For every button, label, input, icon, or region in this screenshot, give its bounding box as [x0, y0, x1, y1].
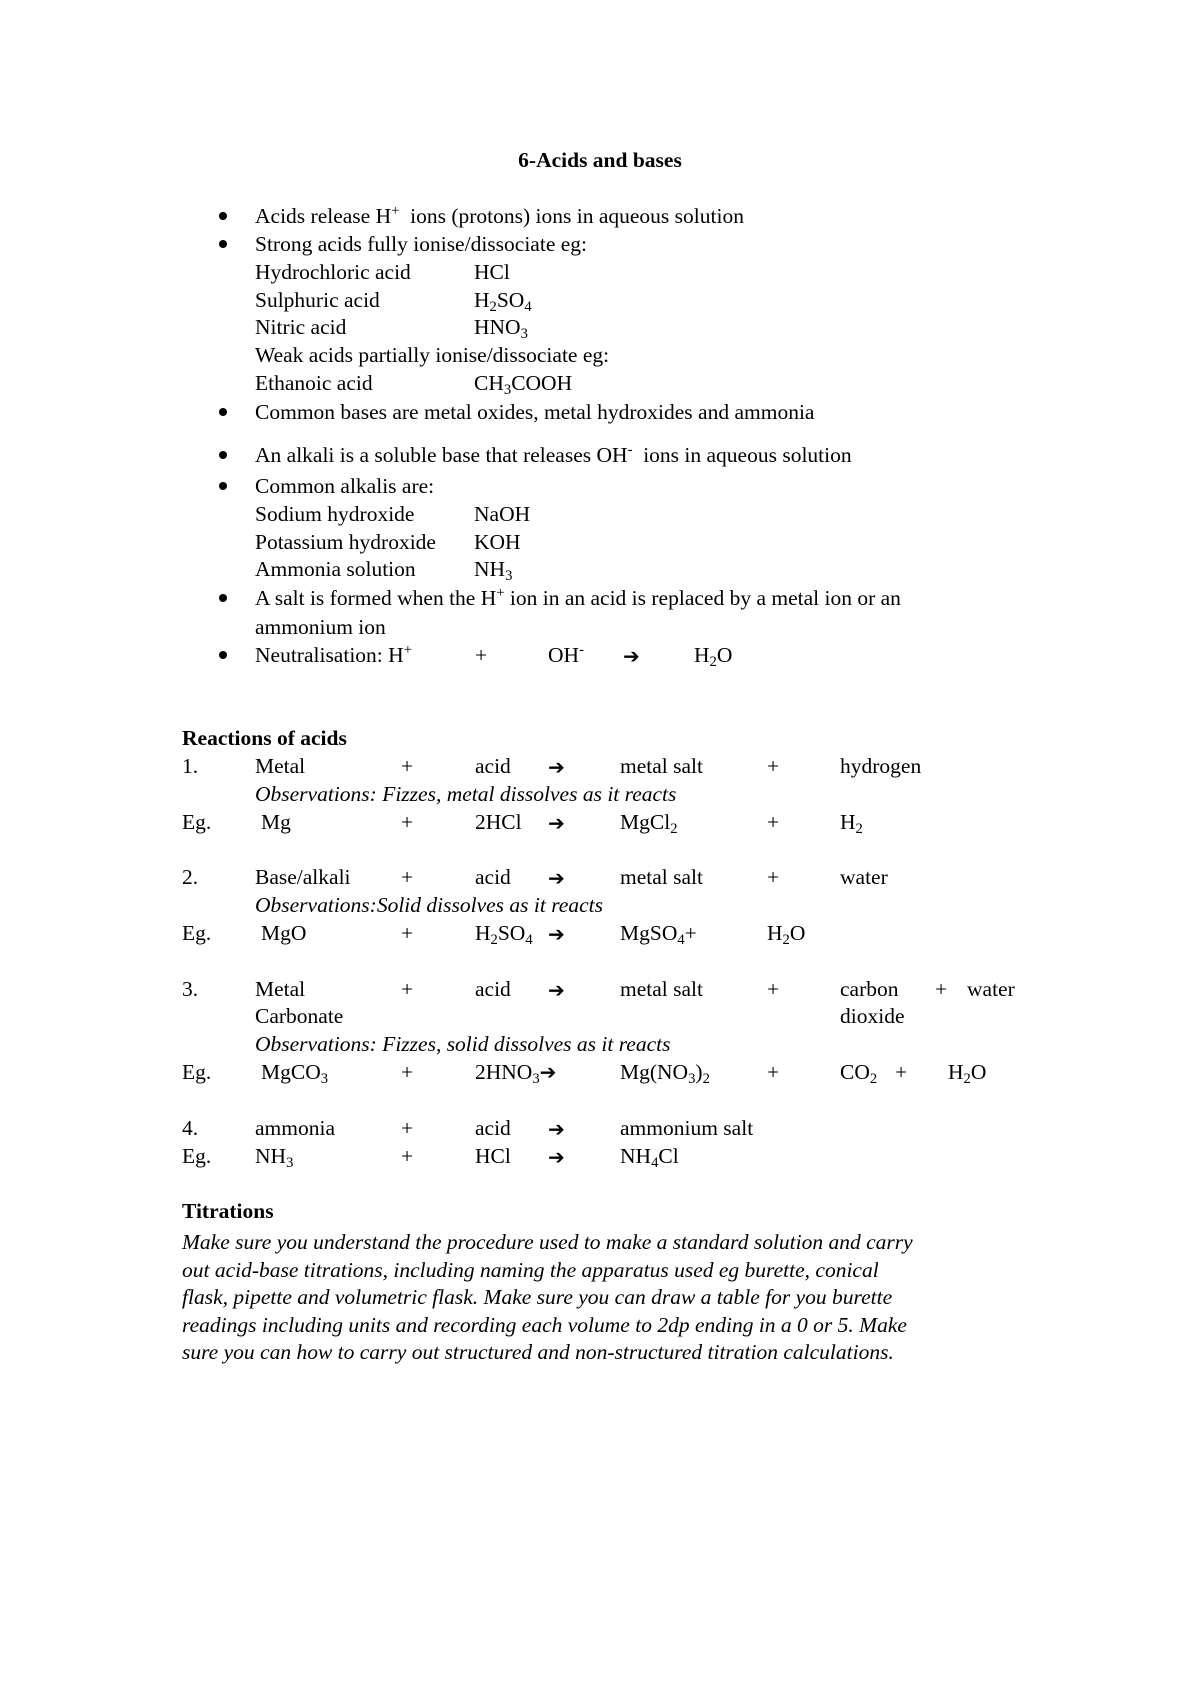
superscript: + — [391, 202, 400, 219]
text: ) — [695, 1060, 703, 1084]
section-heading-reactions: Reactions of acids — [182, 726, 347, 750]
right-arrow-icon: ➔ — [539, 1060, 557, 1084]
alkali-name: Sodium hydroxide — [255, 502, 415, 526]
observations: Observations: Fizzes, metal dissolves as it reacts — [255, 782, 677, 806]
product: carbon — [840, 977, 899, 1001]
water-formula — [694, 643, 733, 671]
right-arrow-icon: ➔ — [548, 1145, 565, 1169]
product: ammonium salt — [620, 1116, 754, 1140]
superscript: + — [403, 641, 412, 658]
plus-sign: + — [401, 1060, 414, 1084]
acid-name: Nitric acid — [255, 315, 347, 339]
weak-acids-intro: Weak acids partially ionise/dissociate eg: — [255, 343, 610, 367]
right-arrow-icon: ➔ — [623, 644, 640, 668]
text: COOH — [511, 371, 573, 395]
section-heading-titrations: Titrations — [182, 1199, 274, 1223]
acid-name: Sulphuric acid — [255, 288, 380, 312]
text: A salt is formed when the H — [255, 586, 497, 610]
hydroxide-ion — [548, 641, 584, 667]
reactant: ammonia — [255, 1116, 336, 1140]
paragraph-line: out acid-base titrations, including naming the apparatus used eg burette, conical — [182, 1257, 879, 1282]
product: metal salt — [620, 977, 703, 1001]
bullet-dot — [219, 651, 227, 659]
subscript: 4 — [651, 1155, 659, 1172]
text: O — [716, 643, 733, 667]
right-arrow-icon: ➔ — [548, 866, 565, 890]
reactant: acid — [475, 1116, 511, 1140]
text: NH — [620, 1144, 652, 1168]
bullet-dot — [219, 212, 227, 220]
subscript: 2 — [709, 654, 717, 671]
right-arrow-icon: ➔ — [548, 1117, 565, 1141]
text: CH — [474, 371, 504, 395]
subscript: 2 — [869, 1071, 878, 1088]
bullet-dot — [219, 482, 227, 490]
example-reactant — [475, 921, 533, 949]
acid-name: Ethanoic acid — [255, 371, 373, 395]
example-reactant: MgO — [261, 921, 307, 945]
text: Acids release H — [255, 204, 392, 228]
observations: Observations:Solid dissolves as it reacts — [255, 893, 603, 917]
subscript: 2 — [490, 932, 498, 949]
text: ions (protons) ions in aqueous solution — [399, 204, 744, 228]
bullet-common-alkalis: Common alkalis are: — [255, 474, 435, 498]
plus-sign: + — [401, 754, 414, 778]
bullet-salt-formed — [255, 584, 901, 610]
plus-sign: + — [475, 643, 488, 667]
subscript: 4 — [677, 932, 685, 949]
subscript: 3 — [503, 382, 512, 399]
reactant-line2: Carbonate — [255, 1004, 344, 1028]
subscript: 3 — [505, 568, 513, 585]
example-label: Eg. — [182, 1144, 212, 1168]
product: water — [840, 865, 888, 889]
acid-formula — [474, 288, 532, 316]
bullet-alkali-definition — [255, 441, 852, 467]
text: CO — [840, 1060, 870, 1084]
reaction-number: 1. — [182, 754, 199, 778]
plus-sign: + — [767, 810, 780, 834]
example-reactant: 2HCl — [475, 810, 522, 834]
subscript: 2 — [702, 1071, 710, 1088]
product: metal salt — [620, 754, 703, 778]
text: Neutralisation: H — [255, 643, 404, 667]
text: ion in an acid is replaced by a metal ion or an — [504, 586, 901, 610]
text: MgSO — [620, 921, 678, 945]
alkali-name: Ammonia solution — [255, 557, 416, 581]
bullet-strong-acids: Strong acids fully ionise/dissociate eg: — [255, 232, 588, 256]
text: H — [840, 810, 856, 834]
subscript: 3 — [688, 1071, 696, 1088]
subscript: 4 — [525, 932, 533, 949]
paragraph-line: Make sure you understand the procedure used to make a standard solution and carry — [182, 1230, 913, 1254]
example-product — [620, 1060, 710, 1088]
page-title: 6-Acids and bases — [518, 148, 682, 172]
subscript: 3 — [532, 1071, 540, 1088]
subscript: 2 — [782, 932, 790, 949]
example-label: Eg. — [182, 1060, 212, 1084]
alkali-formula: NaOH — [474, 502, 531, 526]
example-label: Eg. — [182, 810, 212, 834]
example-product — [767, 921, 806, 949]
text: H — [767, 921, 783, 945]
bullet-acids-release — [255, 202, 744, 228]
product-line2: dioxide — [840, 1004, 905, 1028]
example-product — [620, 810, 678, 838]
text: Cl — [658, 1144, 679, 1168]
bullet-dot — [219, 408, 227, 416]
text: ions in aqueous solution — [632, 443, 852, 467]
plus-sign: + — [895, 1060, 908, 1084]
example-product — [620, 1144, 679, 1172]
acid-name: Hydrochloric acid — [255, 260, 411, 284]
superscript: - — [579, 641, 584, 658]
right-arrow-icon: ➔ — [548, 922, 565, 946]
plus-sign: + — [767, 865, 780, 889]
example-reactant — [255, 1144, 294, 1172]
acid-formula — [474, 315, 528, 343]
acid-formula — [474, 262, 510, 284]
example-label: Eg. — [182, 921, 212, 945]
reaction-number: 2. — [182, 865, 199, 889]
product: metal salt — [620, 865, 703, 889]
bullet-dot — [219, 451, 227, 459]
reactant: Metal — [255, 977, 306, 1001]
alkali-formula — [474, 557, 513, 585]
reactant: acid — [475, 977, 511, 1001]
superscript: + — [496, 584, 505, 601]
plus-sign: + — [401, 1144, 414, 1168]
paragraph-line: sure you can how to carry out structured and non-structured titration calculations. — [182, 1340, 894, 1365]
plus-sign: + — [401, 1116, 414, 1140]
text: NH — [474, 557, 506, 581]
text: H — [475, 921, 491, 945]
example-product — [620, 921, 697, 949]
subscript: 4 — [524, 299, 532, 316]
example-product — [840, 1060, 878, 1088]
text: O — [789, 921, 806, 945]
text: NH — [255, 1144, 287, 1168]
bullet-dot — [219, 240, 227, 248]
titrations-paragraph — [182, 1229, 1042, 1367]
text: MgCO — [261, 1060, 321, 1084]
product: hydrogen — [840, 754, 922, 778]
text: MgCl — [620, 810, 671, 834]
text: Mg(NO — [620, 1060, 689, 1084]
subscript: 3 — [320, 1071, 329, 1088]
text: SO — [496, 288, 525, 312]
example-product — [948, 1060, 987, 1088]
text: HNO — [474, 315, 521, 339]
right-arrow-icon: ➔ — [548, 811, 565, 835]
product: water — [967, 977, 1015, 1001]
plus-sign: + — [401, 865, 414, 889]
observations: Observations: Fizzes, solid dissolves as it reacts — [255, 1032, 671, 1056]
neutralisation-label — [255, 641, 412, 667]
example-reactant: HCl — [475, 1144, 511, 1168]
alkali-formula: KOH — [474, 530, 521, 554]
right-arrow-icon: ➔ — [548, 755, 565, 779]
plus-sign: + — [767, 1060, 780, 1084]
text: OH — [548, 643, 580, 667]
subscript: 3 — [286, 1155, 294, 1172]
text: H — [948, 1060, 964, 1084]
plus-sign: + — [935, 977, 948, 1001]
acid-formula — [474, 371, 573, 399]
reaction-number: 4. — [182, 1116, 199, 1140]
text: HCl — [474, 260, 510, 284]
subscript: 2 — [855, 821, 863, 838]
reaction-number: 3. — [182, 977, 199, 1001]
text: An alkali is a soluble base that releases OH — [255, 443, 628, 467]
text: + — [684, 921, 697, 945]
example-reactant — [475, 1060, 557, 1088]
superscript: - — [627, 441, 633, 458]
paragraph-line: readings including units and recording each volume to 2dp ending in a 0 or 5. Make — [182, 1312, 907, 1337]
example-reactant: Mg — [261, 810, 291, 834]
reactant: acid — [475, 754, 511, 778]
plus-sign: + — [401, 977, 414, 1001]
bullet-common-bases: Common bases are metal oxides, metal hydroxides and ammonia — [255, 400, 815, 424]
example-product — [840, 810, 863, 838]
plus-sign: + — [401, 810, 414, 834]
plus-sign: + — [401, 921, 414, 945]
alkali-name: Potassium hydroxide — [255, 530, 436, 554]
subscript: 2 — [670, 821, 678, 838]
subscript: 2 — [963, 1071, 971, 1088]
example-reactant — [261, 1060, 329, 1088]
subscript: 2 — [489, 299, 497, 316]
reactant: Base/alkali — [255, 865, 351, 889]
bullet-dot — [219, 594, 227, 602]
paragraph-line: flask, pipette and volumetric flask. Make sure you can draw a table for you burette — [182, 1285, 893, 1310]
text: SO — [497, 921, 526, 945]
plus-sign: + — [767, 754, 780, 778]
text: H — [474, 288, 490, 312]
right-arrow-icon: ➔ — [548, 978, 565, 1002]
bullet-salt-formed-line2: ammonium ion — [255, 615, 386, 639]
reactant: acid — [475, 865, 511, 889]
subscript: 3 — [520, 326, 528, 343]
plus-sign: + — [767, 977, 780, 1001]
reactant: Metal — [255, 754, 306, 778]
text: O — [970, 1060, 987, 1084]
text: 2HNO — [475, 1060, 533, 1084]
text: H — [694, 643, 710, 667]
